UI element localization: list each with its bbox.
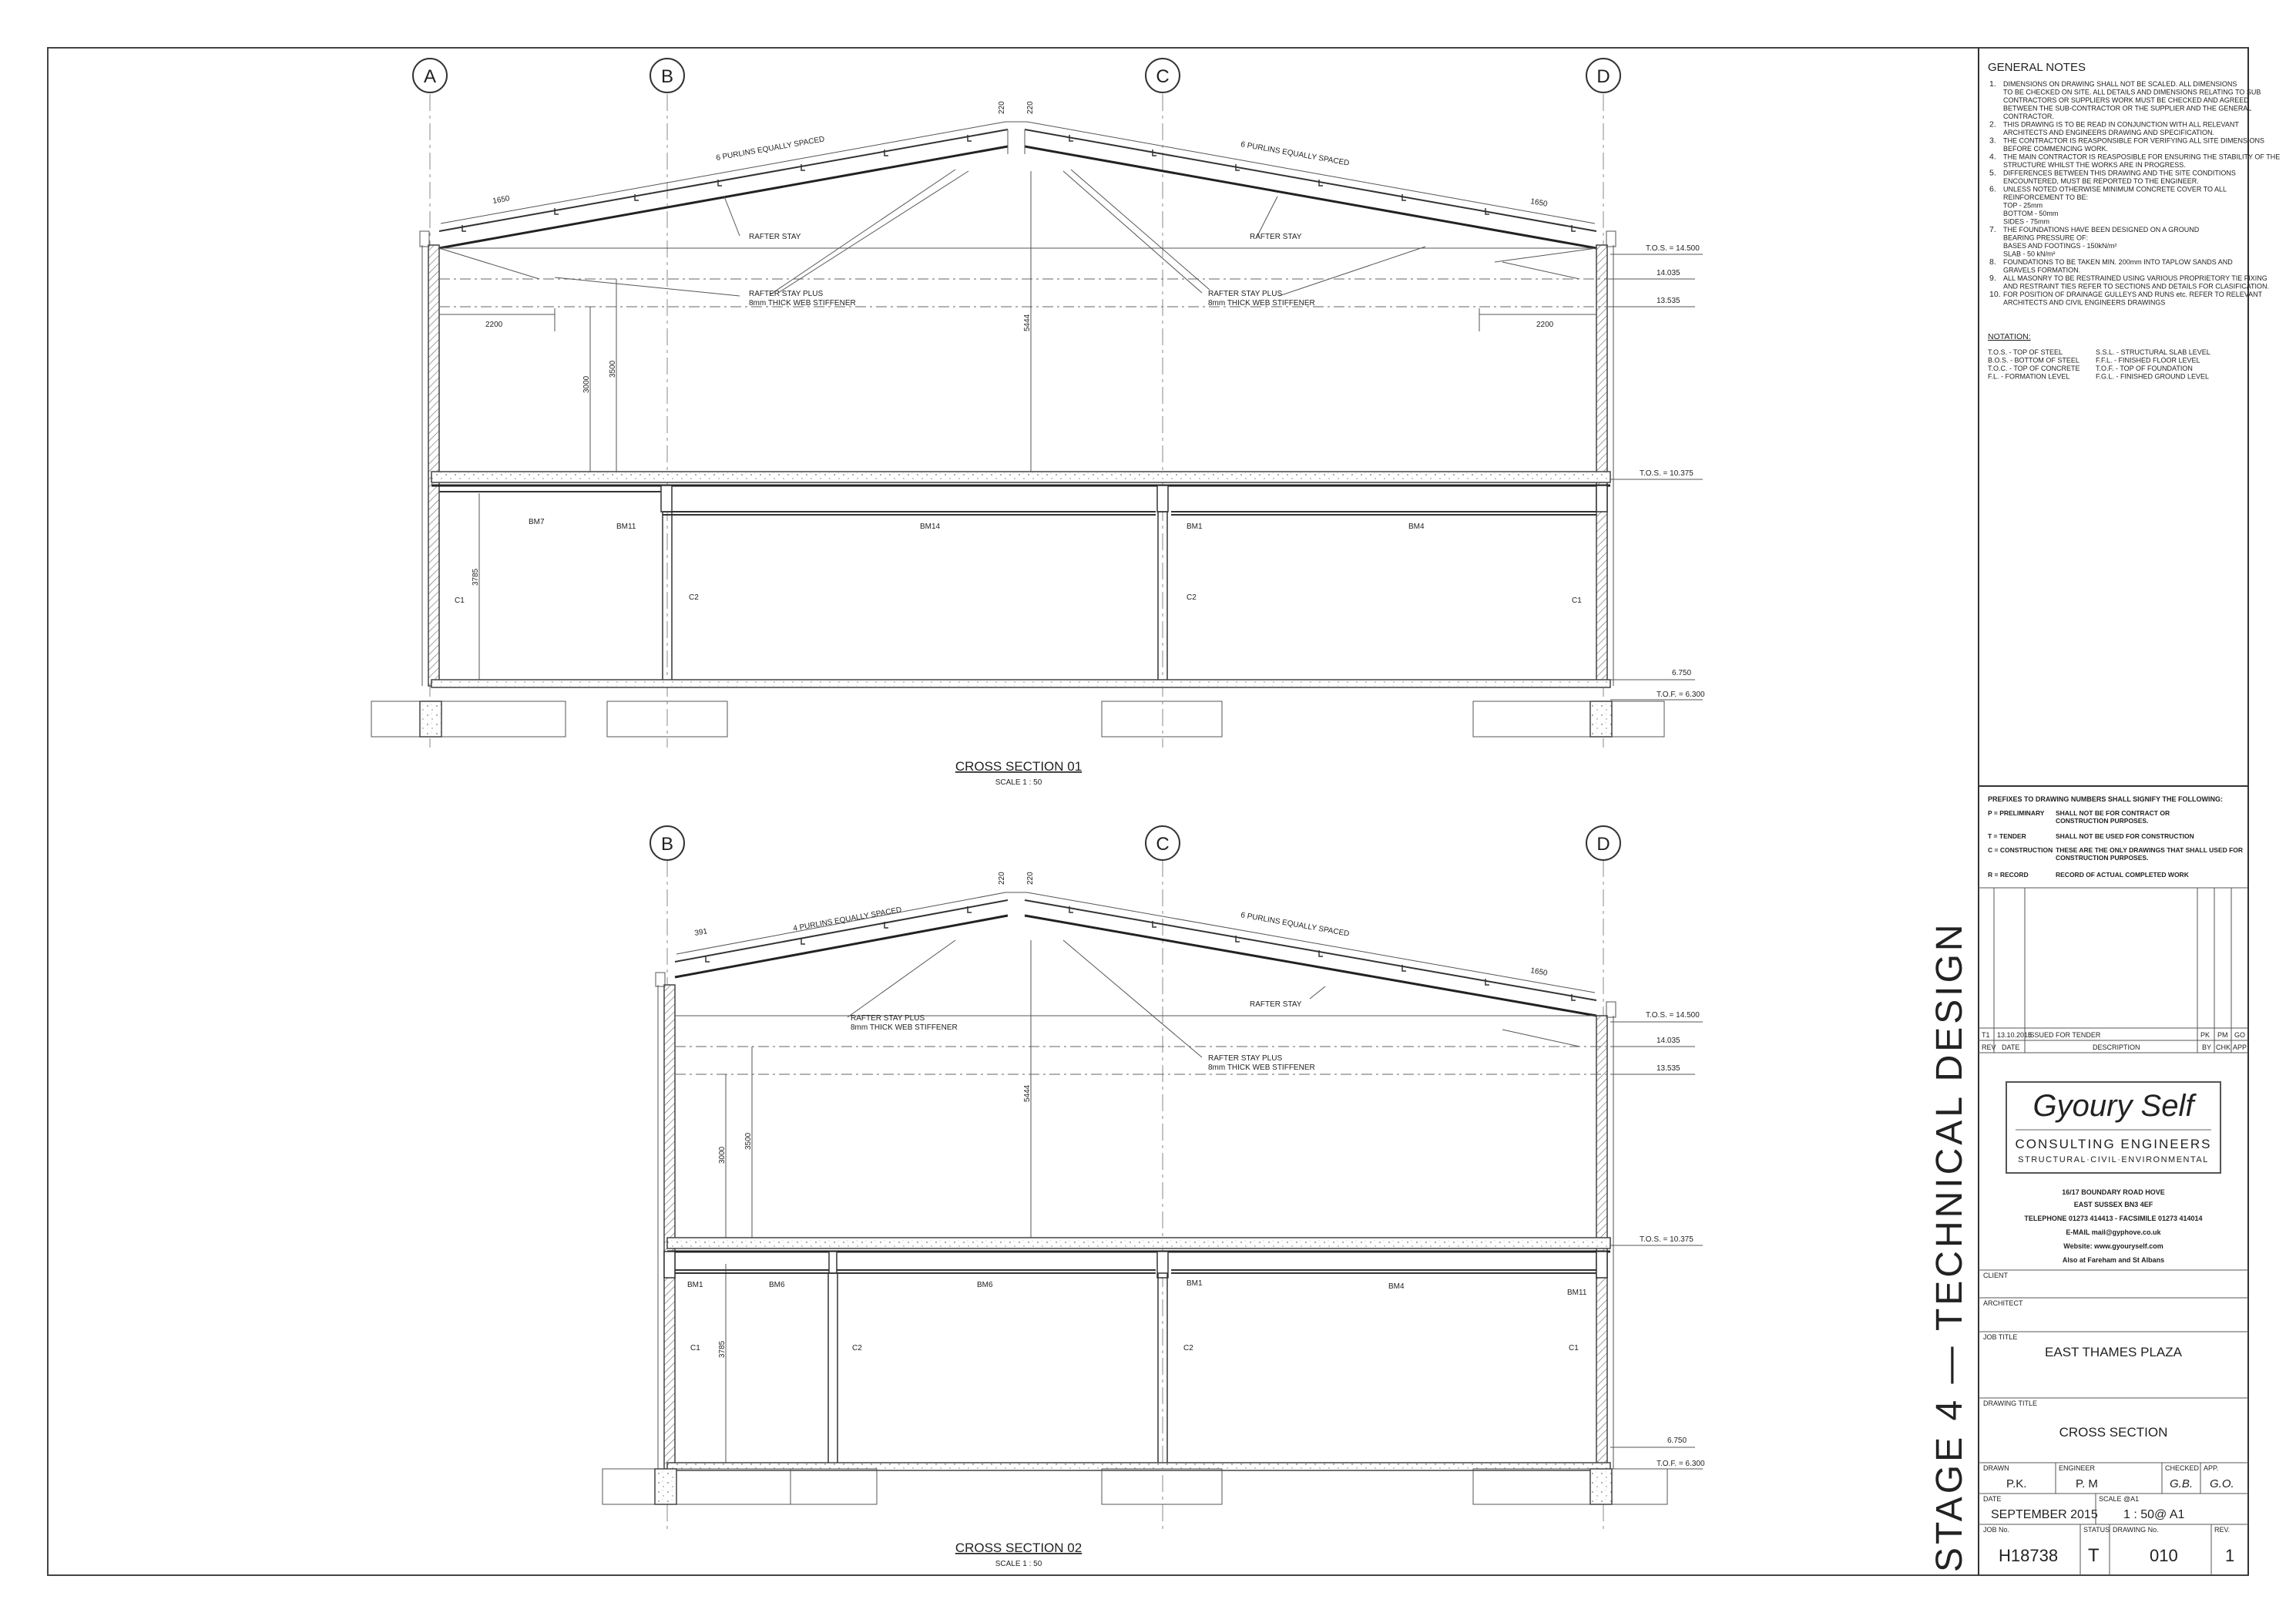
prefix-list xyxy=(1988,809,2243,879)
job-title-label: JOB TITLE xyxy=(1983,1333,2018,1341)
dim-label: 2200 xyxy=(485,321,503,329)
grid-label: D xyxy=(1596,66,1610,87)
company-logo xyxy=(2006,1082,2220,1173)
dim-label: 2200 xyxy=(1536,321,1554,329)
general-notes xyxy=(1989,79,2280,307)
stiffener-label: 8mm THICK WEB STIFFENER xyxy=(749,299,856,307)
rafter-stays-section-02 xyxy=(848,940,1579,1057)
note-text: BEFORE COMMENCING WORK. xyxy=(2003,145,2109,153)
checked-label: CHECKED xyxy=(2165,1464,2200,1472)
status-value: T xyxy=(2088,1545,2100,1566)
note-text: DIFFERENCES BETWEEN THIS DRAWING AND THE SITE CONDITIONS xyxy=(2003,169,2236,177)
address-line: EAST SUSSEX BN3 4EF xyxy=(2073,1201,2153,1208)
beam-label: BM1 xyxy=(1187,523,1203,531)
engineer-value: P. M xyxy=(2076,1477,2098,1490)
stage-label: STAGE 4 — TECHNICAL DESIGN xyxy=(1929,921,1970,1572)
column-c2-intermediate xyxy=(828,1273,838,1469)
note-number: 2. xyxy=(1989,119,1996,129)
prefix-item: C = CONSTRUCTION xyxy=(1988,846,2053,854)
job-no: H18738 xyxy=(1999,1546,2059,1565)
rafter-stay-label: RAFTER STAY xyxy=(1250,1000,1302,1009)
foundations-section-02 xyxy=(603,1469,1667,1504)
notation-item: T.O.C. - TOP OF CONCRETE xyxy=(1988,365,2080,372)
dim-label: 391 xyxy=(693,927,708,938)
note-text: ARCHITECTS AND ENGINEERS DRAWING AND SPECIFICATION. xyxy=(2003,129,2215,136)
note-text: TOP - 25mm xyxy=(2003,201,2043,210)
section-title: CROSS SECTION 02 xyxy=(955,1541,1083,1555)
note-number: 9. xyxy=(1989,274,1996,283)
drawing-title-label: DRAWING TITLE xyxy=(1983,1400,2038,1407)
stiffener-label: 8mm THICK WEB STIFFENER xyxy=(1208,299,1315,307)
level-label: T.O.S. = 10.375 xyxy=(1640,1235,1693,1244)
dim-label: 5444 xyxy=(1023,1084,1032,1102)
note-text: GRAVELS FORMATION. xyxy=(2003,266,2081,274)
dim-label: 1650 xyxy=(1529,966,1549,978)
level-label: T.O.S. = 14.500 xyxy=(1646,244,1700,253)
section-title: CROSS SECTION 01 xyxy=(955,759,1083,774)
note-text: SLAB - 50 kN/m² xyxy=(2003,250,2056,258)
job-no-label: JOB No. xyxy=(1983,1526,2010,1534)
checked-value: G.B. xyxy=(2170,1477,2194,1490)
note-text: THE FOUNDATIONS HAVE BEEN DESIGNED ON A GROUND xyxy=(2003,226,2200,234)
app-label: APP. xyxy=(2204,1464,2219,1472)
beam-label: BM1 xyxy=(1187,1279,1203,1288)
dim-label: 3500 xyxy=(609,360,617,378)
note-text: FOUNDATIONS TO BE TAKEN MIN. 200mm INTO TAPLOW SANDS AND xyxy=(2003,258,2233,266)
rev-cell: GO xyxy=(2234,1031,2246,1039)
grid-label: B xyxy=(660,66,674,87)
note-text: ALL MASONRY TO BE RESTRAINED USING VARIOUS PROPRIETORY TIE FIXING xyxy=(2003,274,2267,282)
level-label: 6.750 xyxy=(1667,1437,1687,1445)
purlins-label-left: 4 PURLINS EQUALLY SPACED xyxy=(792,906,903,933)
rev-cell: PM xyxy=(2217,1031,2228,1039)
website-line: Website: www.gyouryself.com xyxy=(2063,1242,2163,1250)
beam-label: BM4 xyxy=(1408,523,1425,531)
grid-bubble-c xyxy=(1146,826,1180,860)
note-text: ARCHITECTS AND CIVIL ENGINEERS DRAWINGS xyxy=(2003,298,2166,307)
rev-header: BY xyxy=(2202,1043,2212,1051)
app-value: G.O. xyxy=(2210,1477,2234,1490)
column-label: C2 xyxy=(852,1344,862,1352)
level-label: T.O.F. = 6.300 xyxy=(1657,1460,1705,1468)
email-line: E-MAIL mail@gyphove.co.uk xyxy=(2066,1228,2161,1236)
level-label: 6.750 xyxy=(1672,669,1692,677)
grid-label: B xyxy=(660,834,674,855)
grid-lines-section-01 xyxy=(430,94,1603,748)
note-text: ENCOUNTERED, MUST BE REPORTED TO THE ENGINEER. xyxy=(2003,177,2199,185)
note-text: AND RESTRAINT TIES REFER TO SECTIONS AND DETAILS FOR CLASIFICATION. xyxy=(2003,282,2270,291)
note-text: REINFORCEMENT TO BE: xyxy=(2003,193,2089,201)
notation-item: S.S.L. - STRUCTURAL SLAB LEVEL xyxy=(2096,348,2210,356)
status-label: STATUS xyxy=(2083,1526,2110,1534)
grid-bubble-b xyxy=(650,59,684,92)
level-label: 14.035 xyxy=(1657,1037,1680,1045)
client-label: CLIENT xyxy=(1983,1272,2009,1279)
beam-label: BM6 xyxy=(769,1281,785,1289)
level-label: T.O.S. = 10.375 xyxy=(1640,469,1693,478)
rafter-stay-label: RAFTER STAY xyxy=(1250,233,1302,241)
address-line: 16/17 BOUNDARY ROAD HOVE xyxy=(2062,1188,2165,1196)
purlins-label-right: 6 PURLINS EQUALLY SPACED xyxy=(1240,140,1351,168)
prefix-item: SHALL NOT BE USED FOR CONSTRUCTION xyxy=(2056,832,2194,840)
prefix-item: CONSTRUCTION PURPOSES. xyxy=(2056,817,2149,825)
rev-header: DATE xyxy=(2002,1043,2020,1051)
beam-label: BM11 xyxy=(616,523,636,531)
note-number: 4. xyxy=(1989,152,1996,162)
grid-bubble-a xyxy=(413,59,447,92)
sheet-border xyxy=(48,48,2248,1575)
offices-line: Also at Fareham and St Albans xyxy=(2062,1256,2165,1264)
rev-header: CHK xyxy=(2216,1043,2231,1051)
note-text: FOR POSITION OF DRAINAGE GULLEYS AND RUNS etc. REFER TO RELEVANT xyxy=(2003,291,2263,298)
note-text: CONTRACTORS OR SUPPLIERS WORK MUST BE CHECKED AND AGREED xyxy=(2003,96,2249,104)
stiffener-label: 8mm THICK WEB STIFFENER xyxy=(851,1023,958,1032)
dim-label: 220 xyxy=(998,872,1006,885)
prefix-item: P = PRELIMINARY xyxy=(1988,809,2045,817)
notation-item: F.G.L. - FINISHED GROUND LEVEL xyxy=(2096,372,2210,381)
grid-label: A xyxy=(423,66,437,87)
prefix-item: SHALL NOT BE FOR CONTRACT OR xyxy=(2056,809,2170,817)
engineer-label: ENGINEER xyxy=(2059,1464,2096,1472)
prefix-item: R = RECORD xyxy=(1988,871,2029,879)
wall-left xyxy=(664,985,675,1469)
rev-header: REV xyxy=(1982,1043,1996,1051)
level-label: T.O.F. = 6.300 xyxy=(1657,691,1705,699)
note-text: THE CONTRACTOR IS REASPONSIBLE FOR VERIFYING ALL SITE DIMENSIONS xyxy=(2003,136,2265,145)
revision-table xyxy=(1979,888,2248,1053)
dim-label: 5444 xyxy=(1023,314,1032,331)
beam-label: BM14 xyxy=(920,523,941,531)
note-number: 8. xyxy=(1989,257,1996,267)
note-text: THE MAIN CONTRACTOR IS REASPOSIBLE FOR ENSURING THE STABILITY OF THE xyxy=(2003,153,2281,161)
cross-section-01 xyxy=(371,59,1705,787)
grid-bubble-c xyxy=(1146,59,1180,92)
drawn-value: P.K. xyxy=(2006,1477,2027,1490)
note-text: TO BE CHECKED ON SITE. ALL DETAILS AND DIMENSIONS RELATING TO SUB xyxy=(2003,88,2261,96)
prefix-item: THESE ARE THE ONLY DRAWINGS THAT SHALL USED FOR xyxy=(2056,846,2244,854)
prefix-item: CONSTRUCTION PURPOSES. xyxy=(2056,854,2149,862)
grid-lines-section-02 xyxy=(667,860,1603,1534)
note-text: DIMENSIONS ON DRAWING SHALL NOT BE SCALED. ALL DIMENSIONS xyxy=(2003,80,2237,88)
note-text: STRUCTURE WHILST THE WORKS ARE IN PROGRESS. xyxy=(2003,161,2186,169)
date-value: SEPTEMBER 2015 xyxy=(1991,1508,2098,1521)
beam-label: BM4 xyxy=(1388,1282,1405,1291)
wall-right xyxy=(1596,245,1607,686)
roof-rafters-section-01 xyxy=(439,122,1596,248)
rev-value: 1 xyxy=(2225,1546,2235,1565)
note-number: 10. xyxy=(1989,290,2001,299)
column-label: C1 xyxy=(690,1344,700,1352)
dim-label: 220 xyxy=(998,101,1006,114)
ground-slab-6750 xyxy=(431,680,1610,687)
grid-label: C xyxy=(1156,834,1170,855)
note-text: BASES AND FOOTINGS - 150kN/m² xyxy=(2003,242,2117,250)
purlins-label-left: 6 PURLINS EQUALLY SPACED xyxy=(715,135,826,163)
column-label: C1 xyxy=(455,596,465,605)
cross-section-02 xyxy=(603,826,1705,1568)
notation-item: F.F.L. - FINISHED FLOOR LEVEL xyxy=(2096,356,2200,365)
stiffener-label: RAFTER STAY PLUS xyxy=(1208,1054,1283,1063)
rafter-stay-label: RAFTER STAY xyxy=(749,233,801,241)
stiffener-label: 8mm THICK WEB STIFFENER xyxy=(1208,1064,1315,1072)
prefix-item: RECORD OF ACTUAL COMPLETED WORK xyxy=(2056,871,2189,879)
rev-cell: PK xyxy=(2200,1031,2210,1039)
prefix-item: T = TENDER xyxy=(1988,832,2026,840)
logo-sub2: STRUCTURAL·CIVIL·ENVIRONMENTAL xyxy=(2018,1155,2209,1164)
dim-label: 1650 xyxy=(492,194,511,206)
dim-label: 3785 xyxy=(718,1340,727,1358)
drawing-title: CROSS SECTION xyxy=(2059,1425,2168,1440)
dim-label: 1650 xyxy=(1529,197,1549,209)
logo-sub1: CONSULTING ENGINEERS xyxy=(2015,1137,2212,1151)
note-text: THIS DRAWING IS TO BE READ IN CONJUNCTION WITH ALL RELEVANT xyxy=(2003,120,2239,129)
drawing-no: 010 xyxy=(2150,1546,2178,1565)
rev-cell: 13.10.2015 xyxy=(1997,1031,2032,1039)
purlins-section-01 xyxy=(462,135,1576,231)
note-number: 5. xyxy=(1989,168,1996,178)
wall-left xyxy=(428,245,439,686)
note-text: SIDES - 75mm xyxy=(2003,217,2050,226)
column-label: C2 xyxy=(1183,1344,1193,1352)
column-label: C1 xyxy=(1569,1344,1579,1352)
notation-item: T.O.S. - TOP OF STEEL xyxy=(1988,348,2063,356)
dim-label: 3000 xyxy=(718,1146,727,1164)
dim-label: 3000 xyxy=(582,375,591,393)
section-scale: SCALE 1 : 50 xyxy=(995,778,1042,787)
notation-list xyxy=(1988,348,2210,381)
rev-header: DESCRIPTION xyxy=(2093,1043,2140,1051)
prefix-heading: PREFIXES TO DRAWING NUMBERS SHALL SIGNIFY THE FOLLOWING: xyxy=(1988,795,2224,803)
column-label: C2 xyxy=(689,593,699,602)
dim-label: 220 xyxy=(1026,872,1035,885)
rev-cell: T1 xyxy=(1982,1031,1990,1039)
level-label: 13.535 xyxy=(1657,297,1680,305)
notes-heading: GENERAL NOTES xyxy=(1988,61,2086,74)
level-label: 13.535 xyxy=(1657,1064,1680,1073)
architect-label: ARCHITECT xyxy=(1983,1299,2023,1307)
note-text: BEARING PRESSURE OF: xyxy=(2003,234,2089,242)
grid-label: D xyxy=(1596,834,1610,855)
note-number: 6. xyxy=(1989,184,1996,194)
notation-item: F.L. - FORMATION LEVEL xyxy=(1988,372,2070,381)
foundations-section-01 xyxy=(371,701,1664,737)
dim-label: 220 xyxy=(1026,101,1035,114)
scale-label: SCALE @A1 xyxy=(2099,1495,2140,1503)
notation-item: B.O.S. - BOTTOM OF STEEL xyxy=(1988,356,2079,365)
title-block xyxy=(1979,48,2280,1575)
note-text: CONTRACTOR. xyxy=(2003,113,2054,120)
note-text: BOTTOM - 50mm xyxy=(2003,210,2059,217)
rev-label: REV. xyxy=(2214,1526,2231,1534)
notation-item: T.O.F. - TOP OF FOUNDATION xyxy=(2096,365,2193,372)
column-label: C2 xyxy=(1187,593,1197,602)
section-scale: SCALE 1 : 50 xyxy=(995,1560,1042,1568)
note-number: 3. xyxy=(1989,136,1996,146)
level-markers-section-02 xyxy=(1610,1022,1703,1469)
floor-slab-10375 xyxy=(431,472,1610,482)
rev-cell: ISSUED FOR TENDER xyxy=(2028,1031,2101,1039)
stiffener-label: RAFTER STAY PLUS xyxy=(851,1014,925,1023)
phone-line: TELEPHONE 01273 414413 - FACSIMILE 01273 414014 xyxy=(2024,1215,2203,1222)
rev-header: APP xyxy=(2233,1043,2247,1051)
scale-value: 1 : 50@ A1 xyxy=(2123,1508,2185,1521)
beam-label: BM11 xyxy=(1567,1289,1587,1297)
job-title: EAST THAMES PLAZA xyxy=(2045,1345,2182,1359)
dim-label: 3785 xyxy=(472,568,480,586)
level-label: 14.035 xyxy=(1657,269,1680,277)
note-number: 7. xyxy=(1989,225,1996,234)
grid-bubble-d xyxy=(1586,59,1620,92)
grid-bubble-d xyxy=(1586,826,1620,860)
column-label: C1 xyxy=(1572,596,1582,605)
notation-heading: NOTATION: xyxy=(1988,332,2031,341)
dim-label: 3500 xyxy=(744,1132,753,1150)
drawing-no-label: DRAWING No. xyxy=(2113,1526,2159,1534)
grid-label: C xyxy=(1156,66,1170,87)
note-number: 1. xyxy=(1989,79,1996,89)
drawn-label: DRAWN xyxy=(1983,1464,2009,1472)
roof-rafters-section-02 xyxy=(675,892,1596,1016)
grid-bubble-b xyxy=(650,826,684,860)
note-text: BETWEEN THE SUB-CONTRACTOR OR THE SUPPLIER AND THE GENERAL xyxy=(2003,104,2252,113)
floor-slab-10375 xyxy=(667,1238,1610,1248)
level-label: T.O.S. = 14.500 xyxy=(1646,1011,1700,1020)
purlins-label-right: 6 PURLINS EQUALLY SPACED xyxy=(1240,911,1351,939)
logo-name: Gyoury Self xyxy=(2032,1089,2194,1123)
beam-label: BM1 xyxy=(687,1281,703,1289)
beam-label: BM7 xyxy=(529,518,545,526)
note-text: UNLESS NOTED OTHERWISE MINIMUM CONCRETE COVER TO ALL xyxy=(2003,185,2227,193)
beam-label: BM6 xyxy=(977,1281,993,1289)
date-label: DATE xyxy=(1983,1495,2002,1503)
stiffener-label: RAFTER STAY PLUS xyxy=(1208,290,1283,298)
rafter-stays-section-01 xyxy=(439,171,1596,293)
stiffener-label: RAFTER STAY PLUS xyxy=(749,290,824,298)
